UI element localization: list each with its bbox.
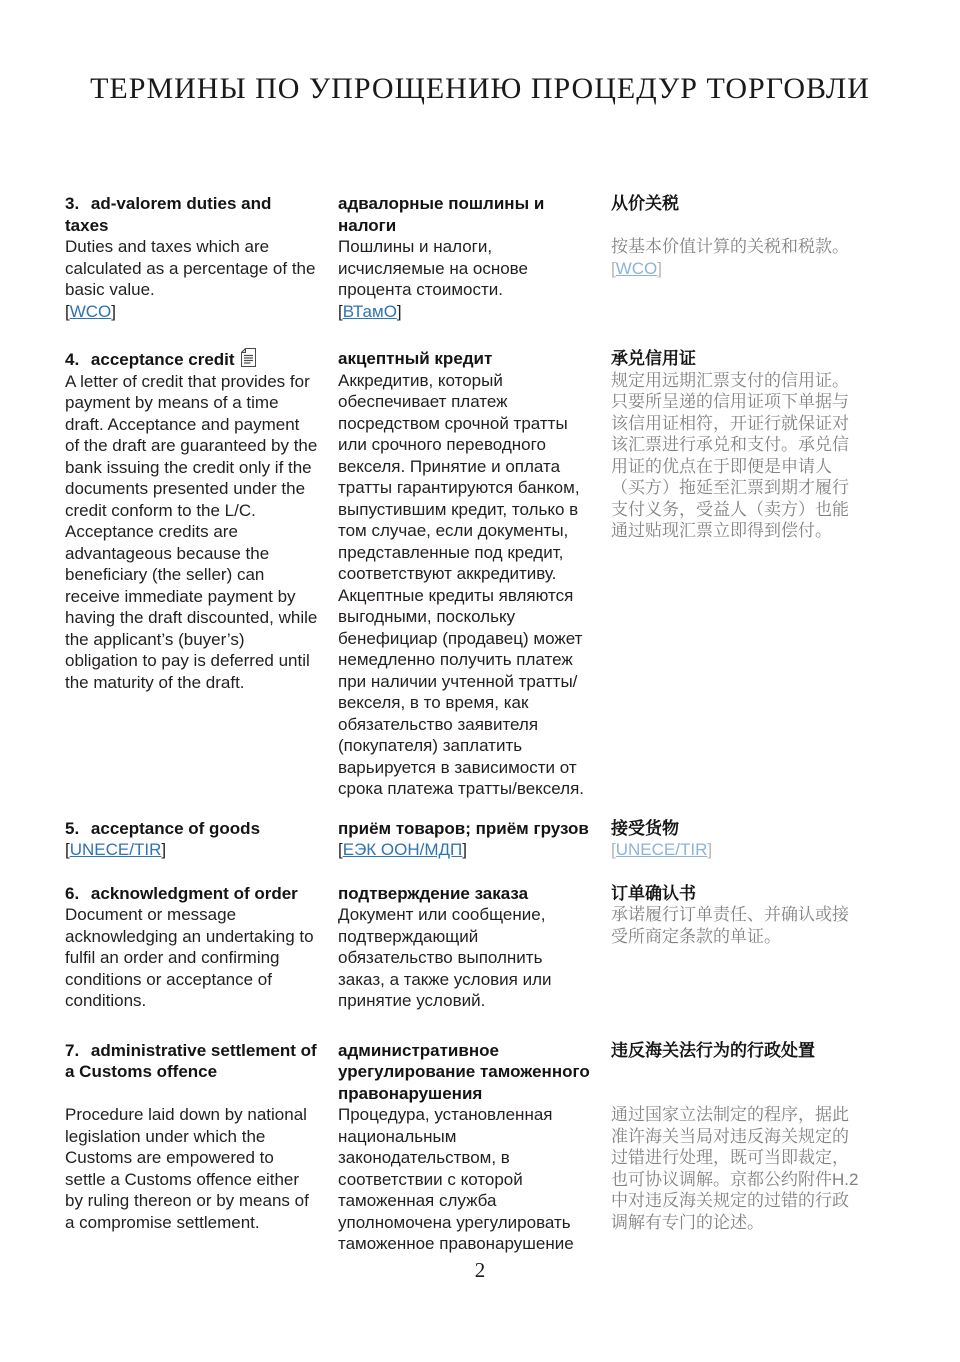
bracket: [	[611, 840, 616, 859]
term-text: 承兑信用证	[611, 349, 696, 368]
term-heading	[65, 883, 318, 905]
source-link[interactable]: WCO	[615, 258, 658, 278]
source-link[interactable]: UNECE/TIR	[615, 840, 708, 859]
source-link[interactable]: WCO	[69, 301, 112, 321]
term-heading	[65, 348, 318, 371]
entry-cell-chinese	[611, 193, 864, 279]
source-line	[65, 839, 318, 861]
document-icon[interactable]	[241, 348, 256, 367]
term-number: 5.	[65, 818, 80, 838]
entry-cell-chinese	[611, 348, 864, 542]
term-text: 违反海关法行为的行政处置	[611, 1040, 815, 1060]
entry-cell-russian	[338, 818, 591, 861]
term-heading	[611, 193, 864, 215]
term-text: administrative settlement of a Customs offence	[65, 1040, 317, 1081]
term-heading	[611, 818, 864, 840]
entry-cell-english	[65, 348, 318, 693]
term-text: приём товаров; приём грузов	[338, 818, 589, 838]
term-heading	[338, 1040, 591, 1105]
bracket: [	[65, 301, 70, 321]
bracket: [	[338, 840, 343, 859]
source-line	[611, 258, 864, 280]
glossary-entry-5	[65, 818, 864, 861]
term-number: 6.	[65, 883, 80, 903]
entry-cell-russian	[338, 348, 591, 800]
term-definition: Procedure laid down by national legislation under which the Customs are empowered to settle a Customs offence either by ruling thereon or by means of a compromise settlement.	[65, 1105, 309, 1232]
source-link[interactable]: UNECE/TIR	[69, 840, 162, 859]
term-definition: 规定用远期汇票支付的信用证。只要所呈递的信用证项下单据与该信用证相符，开证行就保证对该汇票进行承兑和支付。承兑信用证的优点在于即便是申请人（买方）拖延至汇票到期才履行支付义务，受益人（卖方）也能通过贴现汇票立即得到偿付。	[611, 370, 849, 540]
entry-cell-english	[65, 883, 318, 1012]
source-line	[611, 839, 864, 861]
term-text: acceptance credit	[90, 350, 235, 369]
entry-cell-english	[65, 818, 318, 861]
entry-cell-russian	[338, 883, 591, 1012]
term-definition: Duties and taxes which are calculated as a percentage of the basic value.	[65, 237, 316, 299]
term-heading	[65, 193, 318, 236]
bracket: ]	[396, 301, 402, 321]
term-text: акцептный кредит	[338, 349, 493, 368]
term-text: acceptance of goods	[90, 818, 261, 838]
entry-cell-english	[65, 193, 318, 322]
term-text: 接受货物	[611, 818, 679, 838]
term-number: 7.	[65, 1040, 80, 1060]
term-heading	[611, 883, 864, 905]
entry-cell-chinese	[611, 818, 864, 861]
bracket: ]	[657, 258, 663, 278]
term-definition: Аккредитив, который обеспечивает платеж посредством срочной тратты или срочного переводного векселя. Принятие и оплата тратты гарантируются банком, выпустившим кредит, только в том случае, если документы, представленные под кредит, соответствуют аккредитиву. Акцептные кредиты являются выгодными, поскольку бенефициар (продавец) может немедленно получить платеж при наличии учтенной тратты/векселя, в то время, как обязательство заявителя (покупателя) заплатить варьируется в зависимости от срока платежа тратты/векселя.	[338, 370, 585, 798]
entry-cell-chinese	[611, 883, 864, 948]
bracket: ]	[707, 840, 713, 859]
term-heading	[338, 193, 591, 236]
term-definition: 承诺履行订单责任、并确认或接受所商定条款的单证。	[611, 905, 849, 946]
term-text: acknowledgment of order	[90, 883, 298, 903]
term-definition: Document or message acknowledging an undertaking to fulfil an order and confirming conditions or acceptance of conditions.	[65, 905, 314, 1010]
bracket: [	[65, 840, 70, 859]
term-heading	[611, 348, 864, 370]
term-text: подтверждение заказа	[338, 883, 529, 903]
term-number: 4.	[65, 350, 80, 369]
glossary-entry-7	[65, 1040, 864, 1255]
term-definition: 按基本价值计算的关税和税款。	[611, 237, 849, 256]
glossary-entry-4	[65, 348, 864, 800]
entry-cell-chinese	[611, 1040, 864, 1234]
term-text: ad-valorem duties and taxes	[65, 194, 272, 235]
bracket: ]	[111, 301, 117, 321]
source-line	[338, 839, 591, 861]
term-heading	[338, 348, 591, 370]
source-line	[338, 301, 591, 323]
source-link[interactable]: ЕЭК ООН/МДП	[342, 840, 463, 859]
bracket: ]	[462, 840, 467, 859]
term-definition: 通过国家立法制定的程序，据此准许海关当局对违反海关规定的过错进行处理，既可当即裁定，也可协议调解。京都公约附件H.2中对违反海关规定的过错的行政调解有专门的论述。	[611, 1105, 859, 1232]
glossary-entry-3	[65, 193, 864, 322]
term-heading	[338, 883, 591, 905]
page-number: 2	[474, 1258, 486, 1282]
bracket: [	[611, 258, 616, 278]
term-heading	[65, 818, 318, 840]
term-heading	[611, 1040, 864, 1062]
term-number: 3.	[65, 194, 80, 213]
term-text: административное урегулирование таможенного правонарушения	[338, 1040, 590, 1103]
source-link[interactable]: ВТамО	[342, 301, 397, 321]
term-definition: Процедура, установленная национальным законодательством, в соответствии с которой таможенная служба уполномочена урегулировать таможенное правонарушение	[338, 1105, 574, 1253]
bracket: [	[338, 301, 343, 321]
entry-cell-english	[65, 1040, 318, 1234]
term-heading	[65, 1040, 318, 1083]
bracket: ]	[161, 840, 167, 859]
term-definition: Пошлины и налоги, исчисляемые на основе процента стоимости.	[338, 237, 528, 299]
term-definition: Документ или сообщение, подтверждающий обязательство выполнить заказ, а также условия или принятие условий.	[338, 905, 552, 1010]
entry-cell-russian	[338, 193, 591, 322]
term-text: 从价关税	[611, 194, 679, 213]
term-definition: A letter of credit that provides for payment by means of a time draft. Acceptance and payment of the draft are guaranteed by the bank issuing the credit only if the documents presented under the credit conform to the L/C. Acceptance credits are advantageous because the beneficiary (the seller) can receive immediate payment by having the draft discounted, while the applicant’s (buyer’s) obligation to pay is deferred until the maturity of the draft.	[65, 371, 318, 692]
page-title: ТЕРМИНЫ ПО УПРОЩЕНИЮ ПРОЦЕДУР ТОРГОВЛИ	[90, 72, 870, 105]
source-line	[65, 301, 318, 323]
entry-cell-russian	[338, 1040, 591, 1255]
term-text: 订单确认书	[611, 883, 696, 903]
term-text: адвалорные пошлины и налоги	[338, 194, 545, 235]
glossary-entry-6	[65, 883, 864, 1012]
glossary-content	[65, 193, 864, 1255]
term-heading	[338, 818, 591, 840]
